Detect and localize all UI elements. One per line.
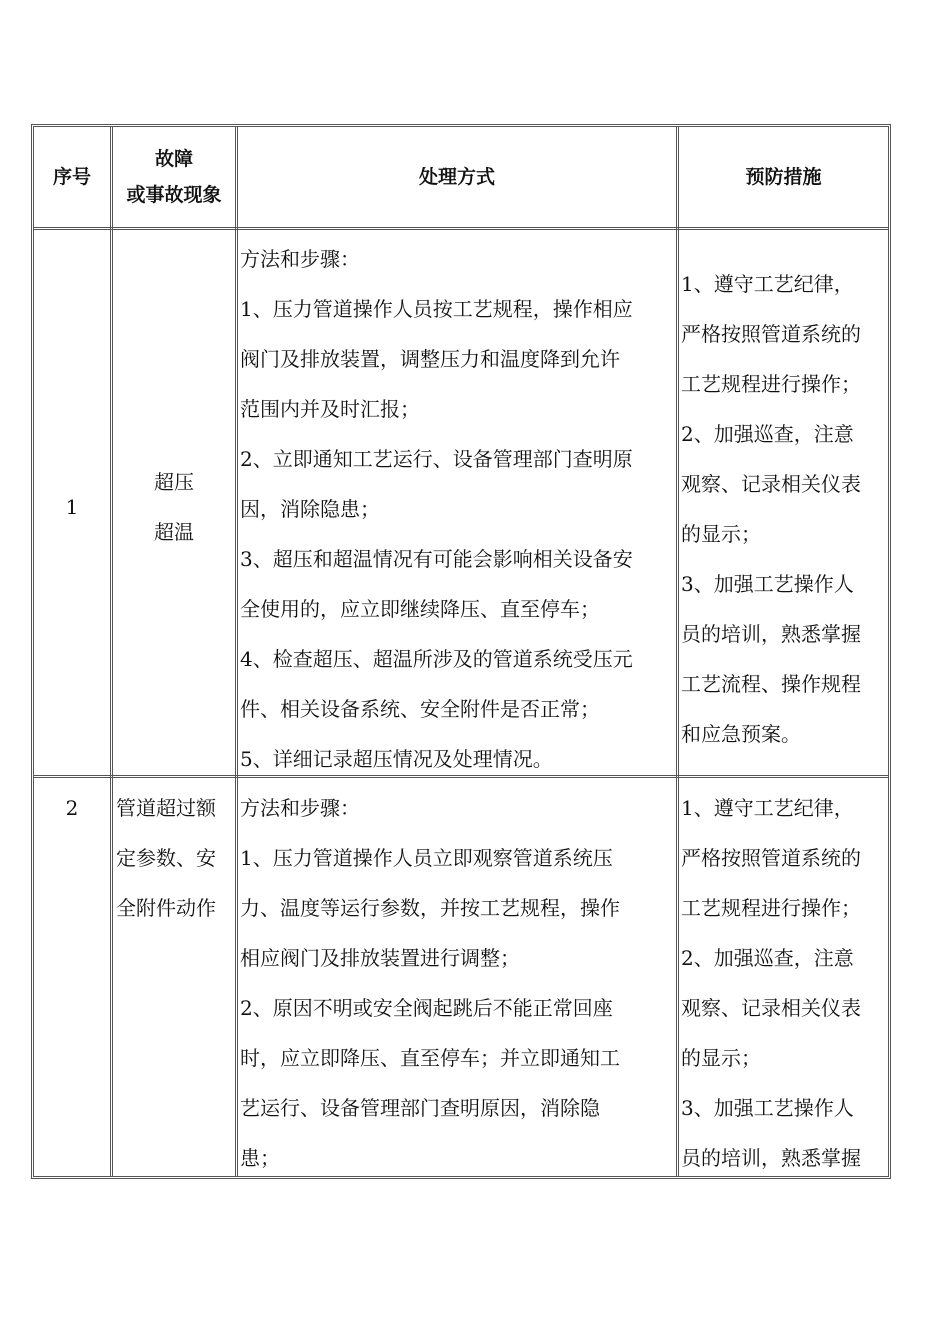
prevention-line: 员的培训，熟悉掌握 (681, 622, 861, 646)
handling-line: 2、立即通知工艺运行、设备管理部门查明原 (240, 447, 633, 471)
row-number: 1 (65, 495, 79, 519)
prevention-line: 3、加强工艺操作人 (681, 1096, 854, 1120)
prevention-line: 观察、记录相关仪表 (681, 996, 861, 1020)
header-cell-handling (238, 127, 676, 227)
fault-line: 超压 (154, 470, 194, 494)
row-number: 2 (65, 796, 79, 820)
handling-line: 4、检查超压、超温所涉及的管道系统受压元 (240, 647, 633, 671)
header-prevention-label: 预防措施 (745, 166, 822, 188)
column-divider (110, 127, 113, 1176)
header-handling-label: 处理方式 (418, 166, 495, 188)
prevention-line: 严格按照管道系统的 (681, 322, 861, 346)
handling-line: 3、超压和超温情况有可能会影响相关设备安 (240, 547, 633, 571)
prevention-line: 员的培训，熟悉掌握 (681, 1146, 861, 1170)
handling-line: 方法和步骤： (240, 796, 360, 820)
fault-line: 管道超过额 (116, 796, 216, 820)
prevention-line: 的显示； (681, 522, 761, 546)
handling-line: 件、相关设备系统、安全附件是否正常； (240, 697, 600, 721)
column-divider (676, 127, 679, 1176)
prevention-line: 严格按照管道系统的 (681, 846, 861, 870)
prevention-line: 工艺规程进行操作； (681, 372, 861, 396)
handling-line: 方法和步骤： (240, 247, 360, 271)
fault-line: 超温 (154, 520, 194, 544)
prevention-line: 1、遵守工艺纪律， (681, 796, 854, 820)
handling-line: 患； (240, 1146, 280, 1170)
prevention-line: 2、加强巡查，注意 (681, 946, 854, 970)
prevention-line: 和应急预案。 (681, 722, 801, 746)
prevention-line: 工艺规程进行操作； (681, 896, 861, 920)
header-fault-label-1: 故障 (154, 148, 193, 170)
prevention-line: 3、加强工艺操作人 (681, 572, 854, 596)
prevention-line: 2、加强巡查，注意 (681, 422, 854, 446)
fault-line: 全附件动作 (116, 896, 216, 920)
header-cell-fault (113, 127, 235, 227)
handling-line: 1、压力管道操作人员按工艺规程，操作相应 (240, 297, 633, 321)
prevention-line: 观察、记录相关仪表 (681, 472, 861, 496)
handling-line: 因，消除隐患； (240, 497, 380, 521)
header-no-label: 序号 (52, 166, 91, 188)
row1-handling (240, 234, 676, 784)
fault-line: 定参数、安 (116, 846, 216, 870)
row2-fault (116, 783, 235, 933)
header-cell-prevention (679, 127, 888, 227)
handling-line: 力、温度等运行参数，并按工艺规程，操作 (240, 896, 620, 920)
row1-prevention (681, 259, 888, 759)
row1-no (34, 482, 110, 532)
row2-no (34, 783, 110, 833)
header-fault-label-2: 或事故现象 (126, 184, 222, 206)
row2-handling (240, 783, 676, 1183)
prevention-line: 1、遵守工艺纪律， (681, 272, 854, 296)
handling-line: 艺运行、设备管理部门查明原因，消除隐 (240, 1096, 600, 1120)
fault-handling-table (31, 124, 891, 1179)
handling-line: 时，应立即降压、直至停车；并立即通知工 (240, 1046, 620, 1070)
handling-line: 相应阀门及排放装置进行调整； (240, 946, 520, 970)
handling-line: 阀门及排放装置，调整压力和温度降到允许 (240, 347, 620, 371)
handling-line: 全使用的，应立即继续降压、直至停车； (240, 597, 600, 621)
handling-line: 2、原因不明或安全阀起跳后不能正常回座 (240, 996, 613, 1020)
header-cell-no (34, 127, 110, 227)
prevention-line: 的显示； (681, 1046, 761, 1070)
row1-fault (113, 457, 235, 557)
row2-prevention (681, 783, 888, 1183)
row-divider (34, 227, 888, 230)
handling-line: 范围内并及时汇报； (240, 397, 420, 421)
column-divider (235, 127, 238, 1176)
handling-line: 5、详细记录超压情况及处理情况。 (240, 747, 553, 771)
handling-line: 1、压力管道操作人员立即观察管道系统压 (240, 846, 613, 870)
prevention-line: 工艺流程、操作规程 (681, 672, 861, 696)
